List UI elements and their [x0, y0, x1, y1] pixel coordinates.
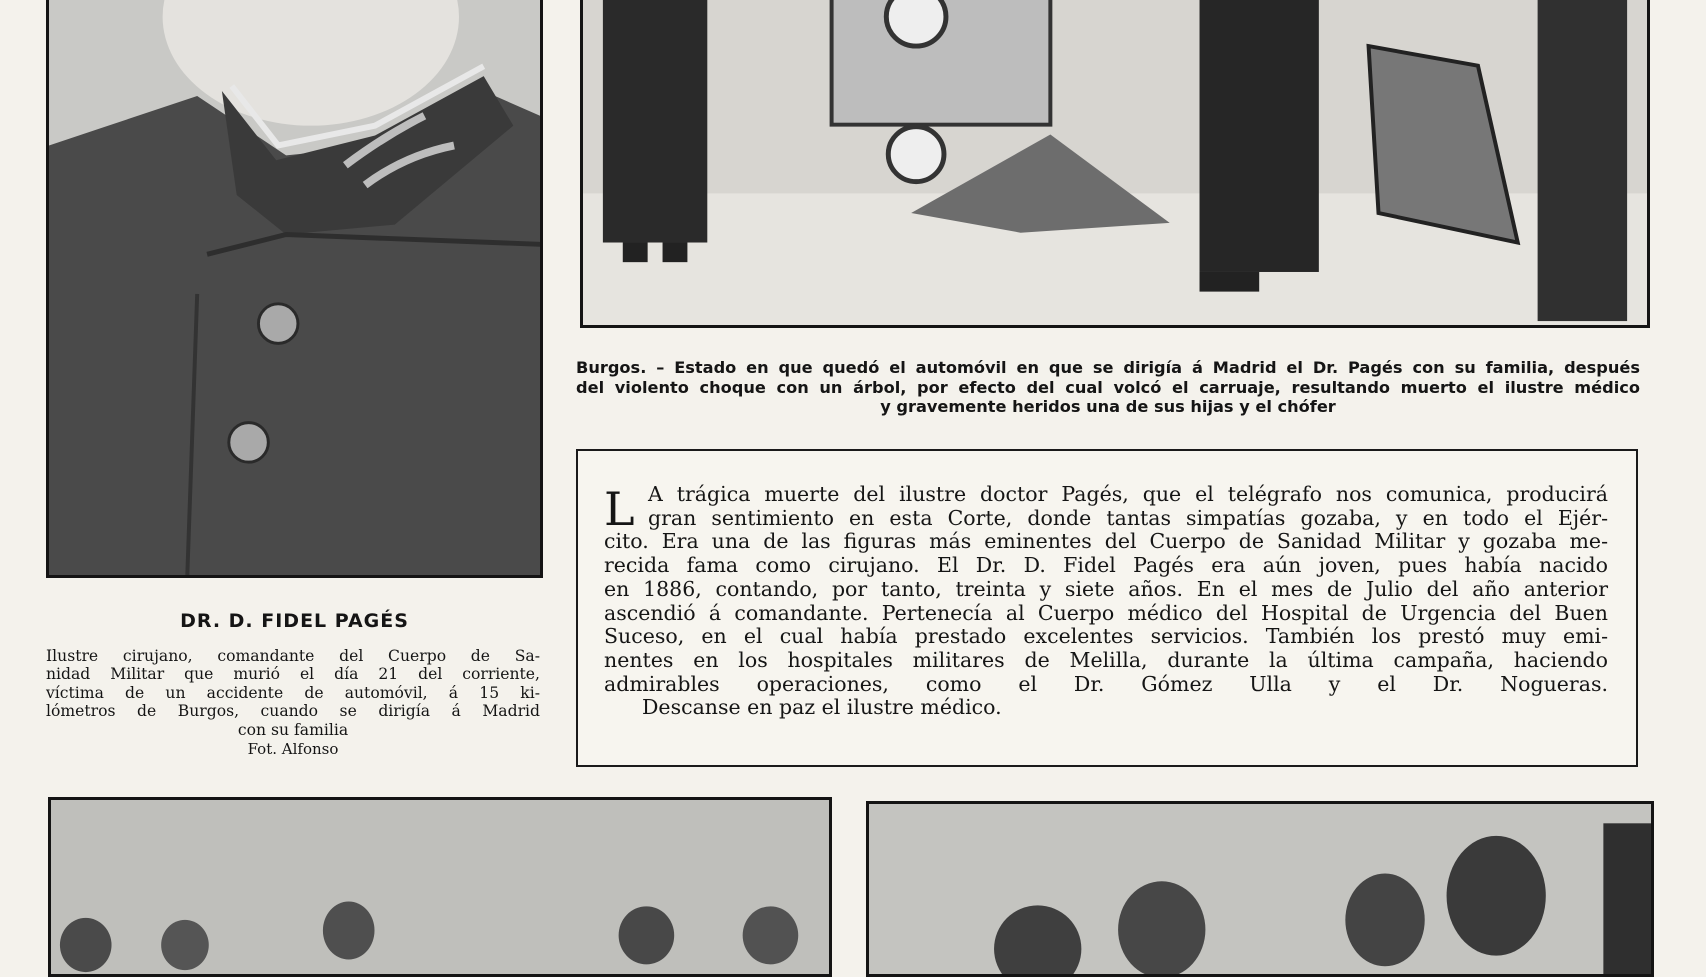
- article-line: Suceso, en el cual había prestado excelentes servicios. También los prestó muy emi-: [604, 624, 1608, 649]
- obituary-article-box: [576, 449, 1638, 767]
- article-line: cito. Era una de las figuras más eminentes del Cuerpo de Sanidad Militar y gozaba me-: [604, 529, 1608, 554]
- article-line: gran sentimiento en esta Corte, donde tantas simpatías gozaba, y en todo el Ejér-: [648, 505, 1608, 530]
- group-illustration-left: [51, 800, 829, 974]
- crash-caption-line: Burgos. – Estado en que quedó el automóvil en que se dirigía á Madrid el Dr. Pagés con su familia, después: [576, 358, 1640, 377]
- portrait-illustration: [49, 0, 540, 575]
- crash-caption: [576, 358, 1640, 417]
- crash-caption-line: del violento choque con un árbol, por efecto del cual volcó el carruaje, resultando muerto el ilustre médico: [576, 377, 1640, 397]
- group-photo-left: [48, 797, 832, 977]
- portrait-photo: [46, 0, 543, 578]
- portrait-caption-line: con su familia: [237, 720, 349, 739]
- crash-photo: [580, 0, 1650, 328]
- article-line: A trágica muerte del ilustre doctor Pagés, que el telégrafo nos comunica, producirá: [648, 482, 1608, 506]
- obituary-text: [604, 483, 1608, 720]
- group-photo-right: [866, 801, 1654, 977]
- article-line: ascendió á comandante. Pertenecía al Cuerpo médico del Hospital de Urgencia del Buen: [604, 600, 1608, 625]
- article-line: admirables operaciones, como el Dr. Gómez Ulla y el Dr. Nogueras.: [604, 671, 1608, 696]
- article-line: nentes en los hospitales militares de Melilla, durante la última campaña, haciendo: [604, 647, 1608, 672]
- wrecked-car-illustration: [583, 0, 1647, 325]
- portrait-caption-line: lómetros de Burgos, cuando se dirigía á Madrid: [46, 702, 540, 721]
- portrait-title: DR. D. FIDEL PAGÉS: [180, 610, 409, 632]
- photo-credit: Fot. Alfonso: [247, 740, 339, 758]
- article-closing-line: Descanse en paz el ilustre médico.: [642, 695, 1002, 720]
- group-illustration-right: [869, 804, 1651, 974]
- portrait-caption-line: nidad Militar que murió el día 21 del corriente,: [46, 665, 540, 684]
- article-line: recida fama como cirujano. El Dr. D. Fidel Pagés era aún joven, pues había nacido: [604, 553, 1608, 578]
- article-line: en 1886, contando, por tanto, treinta y siete años. En el mes de Julio del año anterior: [604, 576, 1608, 601]
- portrait-caption: [46, 647, 540, 739]
- portrait-caption-line: víctima de un accidente de automóvil, á 15 ki-: [46, 683, 540, 702]
- portrait-caption-line: Ilustre cirujano, comandante del Cuerpo de Sa-: [46, 647, 540, 665]
- drop-cap: L: [604, 482, 635, 536]
- crash-caption-line: y gravemente heridos una de sus hijas y el chófer: [880, 397, 1336, 416]
